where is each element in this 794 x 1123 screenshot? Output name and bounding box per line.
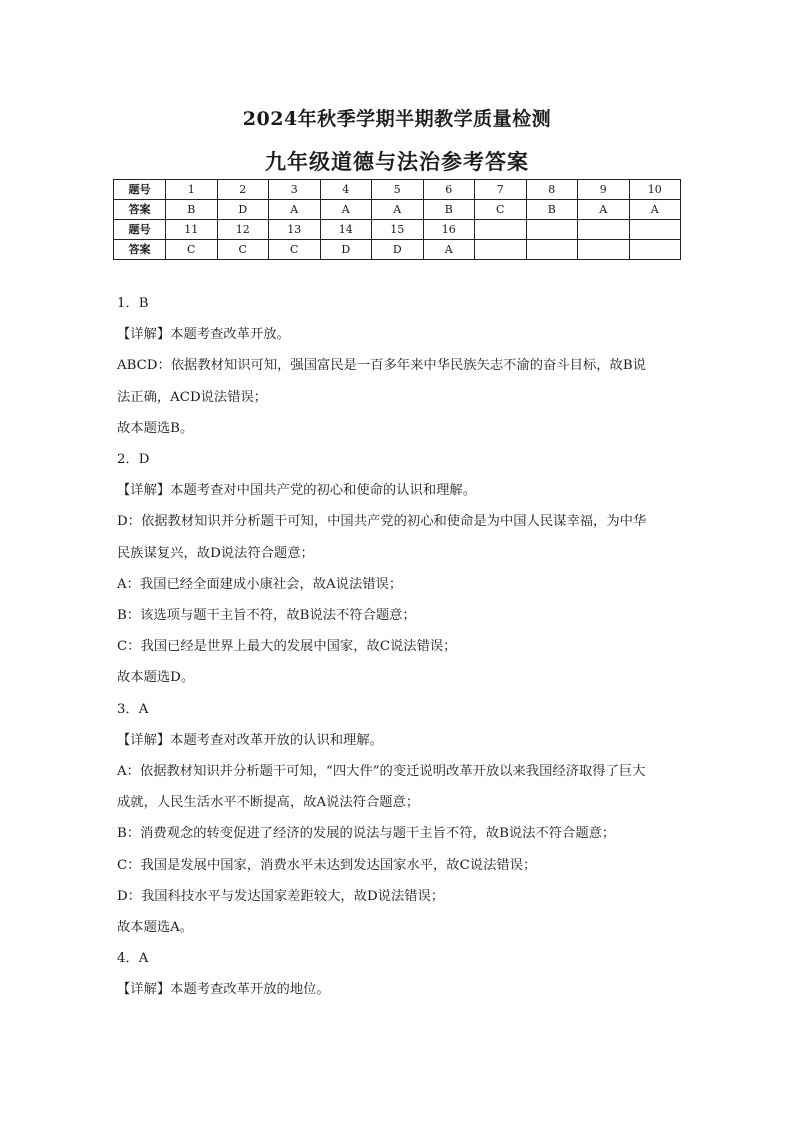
table-row xyxy=(114,220,681,240)
answer-table xyxy=(113,179,681,260)
text-line: 故本题选A。 xyxy=(117,920,194,936)
text-line: C：我国已经是世界上最大的发展中国家，故C说法错误； xyxy=(117,639,457,655)
table-cell: A xyxy=(578,200,630,220)
text-line: A：依据教材知识并分析题干可知，“四大件”的变迁说明改革开放以来我国经济取得了巨大 xyxy=(117,764,646,780)
text-line: 民族谋复兴，故D说法符合题意； xyxy=(117,545,314,561)
table-cell: A xyxy=(423,240,475,260)
table-cell: B xyxy=(423,200,475,220)
text-line: 【详解】本题考查对改革开放的认识和理解。 xyxy=(117,732,383,748)
text-line: C：我国是发展中国家，消费水平未达到发达国家水平，故C说法错误； xyxy=(117,857,537,873)
table-cell: C xyxy=(475,200,527,220)
table-cell: B xyxy=(166,200,218,220)
table-cell xyxy=(475,240,527,260)
table-cell: 5 xyxy=(372,180,424,200)
text-line: B：消费观念的转变促进了经济的发展的说法与题干主旨不符，故B说法不符合题意； xyxy=(117,826,616,842)
row-label: 答案 xyxy=(114,200,166,220)
table-cell: 6 xyxy=(423,180,475,200)
table-cell xyxy=(578,220,630,240)
text-line: 法正确，ACD说法错误； xyxy=(117,389,268,405)
table-cell: 8 xyxy=(526,180,578,200)
table-cell: 1 xyxy=(166,180,218,200)
table-cell: C xyxy=(269,240,321,260)
table-cell: D xyxy=(372,240,424,260)
text-line: 成就，人民生活水平不断提高，故A说法符合题意； xyxy=(117,795,420,811)
text-line: 故本题选B。 xyxy=(117,420,194,436)
table-cell: 12 xyxy=(217,220,269,240)
text-line: 3．A xyxy=(117,701,149,717)
text-line: 【详解】本题考查改革开放的地位。 xyxy=(117,982,330,998)
table-cell: 15 xyxy=(372,220,424,240)
row-label: 题号 xyxy=(114,220,166,240)
text-line: 2．D xyxy=(117,452,150,468)
table-cell: 10 xyxy=(629,180,681,200)
table-cell: 4 xyxy=(320,180,372,200)
document-subtitle: 九年级道德与法治参考答案 xyxy=(265,149,529,174)
text-line: ABCD：依据教材知识可知，强国富民是一百多年来中华民族矢志不渝的奋斗目标，故B说 xyxy=(117,358,646,374)
table-cell xyxy=(526,220,578,240)
text-line: 【详解】本题考查改革开放。 xyxy=(117,327,290,343)
table-cell xyxy=(526,240,578,260)
text-line: D：我国科技水平与发达国家差距较大，故D说法错误； xyxy=(117,888,445,904)
text-line: D：依据教材知识并分析题干可知，中国共产党的初心和使命是为中国人民谋幸福，为中华 xyxy=(117,514,647,530)
text-line: A：我国已经全面建成小康社会，故A说法错误； xyxy=(117,576,403,592)
table-cell: 9 xyxy=(578,180,630,200)
table-cell: C xyxy=(166,240,218,260)
text-line: 4．A xyxy=(117,951,149,967)
table-row xyxy=(114,240,681,260)
table-cell: B xyxy=(526,200,578,220)
table-row xyxy=(114,200,681,220)
text-line: 【详解】本题考查对中国共产党的初心和使命的认识和理解。 xyxy=(117,483,477,499)
answer-explanations xyxy=(117,288,687,1006)
text-line: B：该选项与题干主旨不符，故B说法不符合题意； xyxy=(117,608,416,624)
table-cell: 14 xyxy=(320,220,372,240)
table-cell: D xyxy=(217,200,269,220)
table-cell: A xyxy=(269,200,321,220)
row-label: 答案 xyxy=(114,240,166,260)
text-line: 故本题选D。 xyxy=(117,670,195,686)
table-cell: 13 xyxy=(269,220,321,240)
table-cell: 11 xyxy=(166,220,218,240)
table-cell: 7 xyxy=(475,180,527,200)
text-line: 1．B xyxy=(117,296,149,311)
table-cell xyxy=(578,240,630,260)
document-title: 2024年秋季学期半期教学质量检测 xyxy=(242,108,552,130)
table-cell: A xyxy=(320,200,372,220)
table-cell: 16 xyxy=(423,220,475,240)
table-cell xyxy=(475,220,527,240)
table-cell: A xyxy=(372,200,424,220)
table-cell xyxy=(629,220,681,240)
table-cell: 3 xyxy=(269,180,321,200)
table-cell: D xyxy=(320,240,372,260)
table-cell: C xyxy=(217,240,269,260)
table-row xyxy=(114,180,681,200)
table-cell xyxy=(629,240,681,260)
table-cell: 2 xyxy=(217,180,269,200)
row-label: 题号 xyxy=(114,180,166,200)
table-cell: A xyxy=(629,200,681,220)
